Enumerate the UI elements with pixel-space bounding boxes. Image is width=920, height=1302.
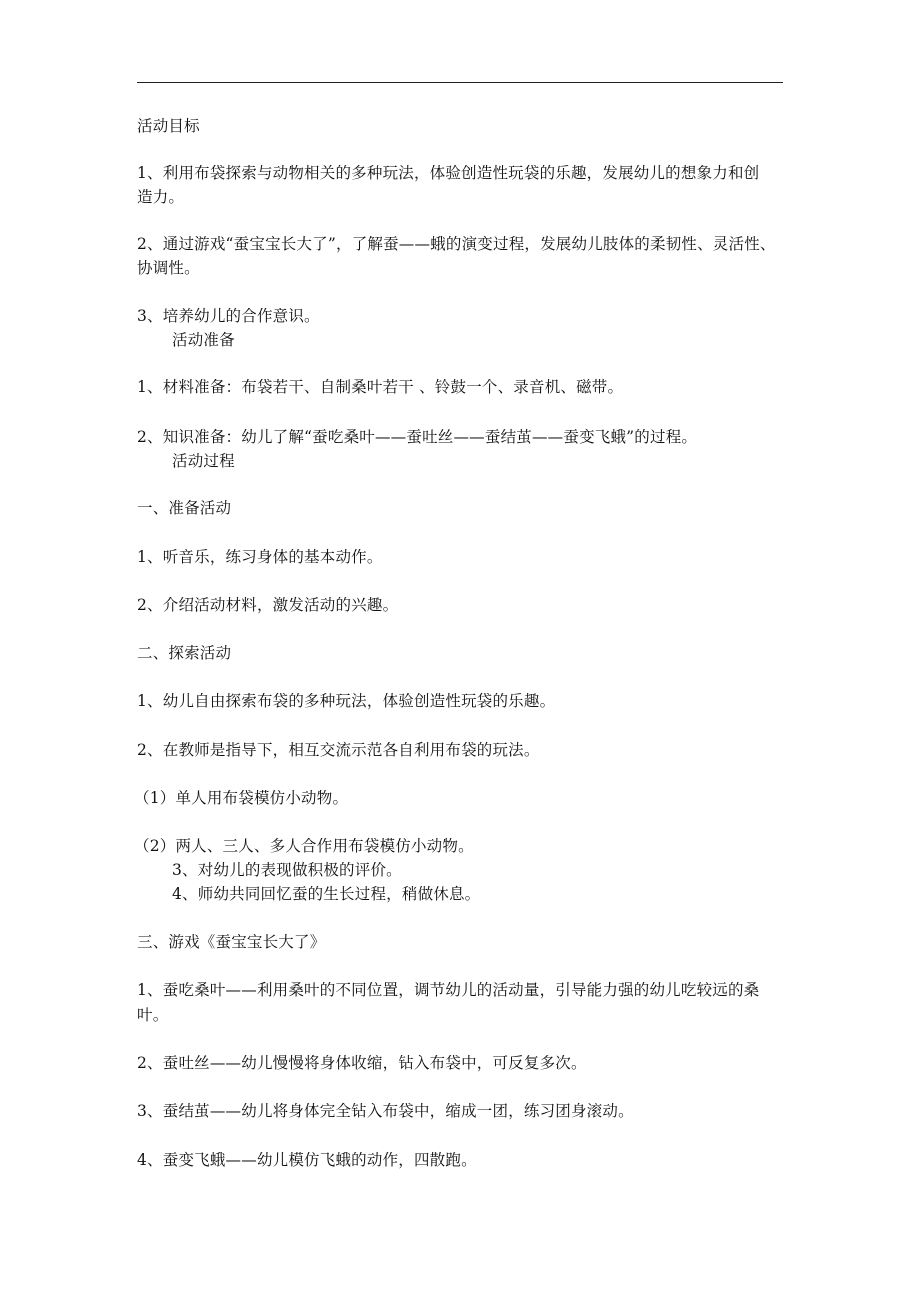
prep-1: 1、材料准备：布袋若干、自制桑叶若干 、铃鼓一个、录音机、磁带。 [137, 378, 624, 396]
section-2-item-3: 3、对幼儿的表现做积极的评价。 [172, 861, 402, 879]
section-2-item-2: 2、在教师是指导下，相互交流示范各自利用布袋的玩法。 [137, 741, 540, 759]
goal-2-line-2: 协调性。 [137, 259, 200, 277]
header-rule [137, 82, 783, 83]
heading-goals: 活动目标 [137, 117, 200, 135]
heading-process: 活动过程 [172, 452, 235, 470]
section-2-sub-2: （2）两人、三人、多人合作用布袋模仿小动物。 [134, 837, 474, 855]
section-3-item-3: 3、蚕结茧——幼儿将身体完全钻入布袋中，缩成一团，练习团身滚动。 [137, 1102, 634, 1120]
section-3-item-2: 2、蚕吐丝——幼儿慢慢将身体收缩，钻入布袋中，可反复多次。 [137, 1054, 587, 1072]
heading-prep: 活动准备 [172, 331, 235, 349]
section-2-item-1: 1、幼儿自由探索布袋的多种玩法，体验创造性玩袋的乐趣。 [137, 692, 556, 710]
section-3-item-4: 4、蚕变飞蛾——幼儿模仿飞蛾的动作，四散跑。 [137, 1151, 477, 1169]
section-2-title: 二、探索活动 [137, 644, 232, 662]
section-2-item-4: 4、师幼共同回忆蚕的生长过程，稍做休息。 [172, 885, 481, 903]
section-1-item-2: 2、介绍活动材料，激发活动的兴趣。 [137, 596, 399, 614]
goal-1-line-2: 造力。 [137, 188, 185, 206]
section-3-item-1-line-2: 叶。 [137, 1006, 169, 1024]
section-2-sub-1: （1）单人用布袋模仿小动物。 [134, 789, 349, 807]
section-1-item-1: 1、听音乐，练习身体的基本动作。 [137, 548, 383, 566]
goal-2-line-1: 2、通过游戏“蚕宝宝长大了”，了解蚕——蛾的演变过程，发展幼儿肢体的柔韧性、灵活性、 [137, 235, 776, 253]
goal-3: 3、培养幼儿的合作意识。 [137, 307, 320, 325]
section-1-title: 一、准备活动 [137, 499, 232, 517]
section-3-item-1-line-1: 1、蚕吃桑叶——利用桑叶的不同位置，调节幼儿的活动量，引导能力强的幼儿吃较远的桑 [137, 981, 760, 999]
section-3-title: 三、游戏《蚕宝宝长大了》 [137, 933, 326, 951]
goal-1-line-1: 1、利用布袋探索与动物相关的多种玩法，体验创造性玩袋的乐趣，发展幼儿的想象力和创 [137, 164, 760, 182]
prep-2: 2、知识准备：幼儿了解“蚕吃桑叶——蚕吐丝——蚕结茧——蚕变飞蛾”的过程。 [137, 428, 698, 446]
